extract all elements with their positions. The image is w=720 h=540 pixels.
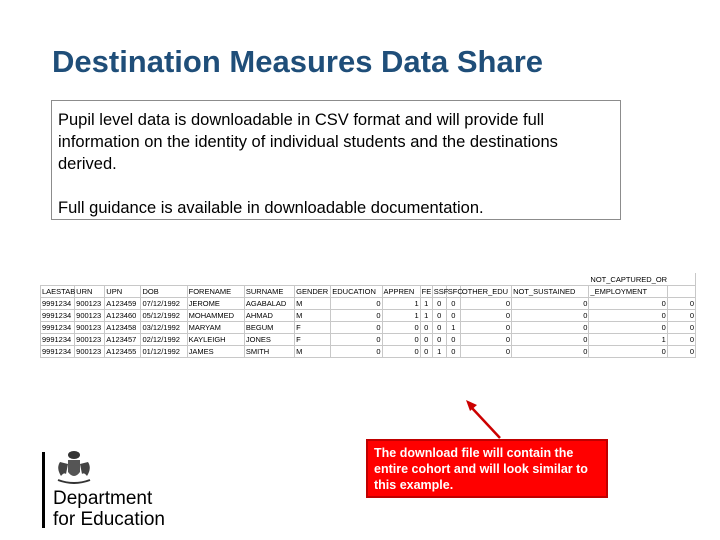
table-cell: AGABALAD	[244, 298, 294, 310]
table-cell: 0	[589, 298, 667, 310]
table-cell: 0	[589, 322, 667, 334]
table-cell: KAYLEIGH	[187, 334, 244, 346]
table-cell: 07/12/1992	[141, 298, 187, 310]
table-cell: 900123	[75, 310, 105, 322]
table-row	[41, 334, 696, 346]
table-cell: 0	[446, 298, 460, 310]
table-cell: A123457	[105, 334, 141, 346]
table-cell: 0	[512, 322, 589, 334]
table-cell: 0	[331, 322, 382, 334]
table-cell: 0	[589, 310, 667, 322]
header-cell: SSF	[433, 286, 449, 296]
table-row	[41, 310, 696, 322]
table-cell: M	[295, 298, 331, 310]
callout-box: The download file will contain the entire cohort and will look similar to this example.	[366, 439, 608, 498]
header-cell: APPREN	[382, 286, 420, 298]
header-cell: SURNAME	[244, 286, 294, 298]
table-cell: F	[295, 334, 331, 346]
table-cell: 0	[512, 334, 589, 346]
table-cell: 0	[331, 310, 382, 322]
table-cell: 0	[446, 334, 460, 346]
table-cell: BEGUM	[244, 322, 294, 334]
table-cell: 05/12/1992	[141, 310, 187, 322]
table-cell: 01/12/1992	[141, 346, 187, 358]
table-cell: M	[295, 310, 331, 322]
table-cell: 9991234	[41, 322, 75, 334]
header-cell: SFC	[447, 286, 463, 296]
table-cell: 900123	[75, 322, 105, 334]
column-note: NOT_CAPTURED_OR	[589, 274, 696, 286]
table-cell: AHMAD	[244, 310, 294, 322]
header-cell: FORENAME	[187, 286, 244, 298]
table-cell: JEROME	[187, 298, 244, 310]
table-cell: 0	[420, 346, 432, 358]
table-cell: 0	[667, 298, 695, 310]
table-cell: 0	[667, 310, 695, 322]
table-cell: 0	[420, 334, 432, 346]
table-cell: 0	[460, 346, 511, 358]
table-cell: 0	[420, 322, 432, 334]
sheet-header-row	[41, 286, 696, 298]
table-cell: 1	[420, 298, 432, 310]
table-cell: JAMES	[187, 346, 244, 358]
table-cell: MARYAM	[187, 322, 244, 334]
header-cell: NOT_SUSTAINED	[512, 286, 589, 298]
table-cell: 1	[382, 310, 420, 322]
slide-title: Destination Measures Data Share	[52, 44, 544, 79]
table-cell: 0	[667, 346, 695, 358]
logo-bar	[42, 452, 45, 528]
table-cell: 0	[512, 298, 589, 310]
logo-text	[53, 488, 165, 530]
table-cell: 0	[432, 322, 446, 334]
table-cell: 0	[331, 346, 382, 358]
table-cell: 0	[460, 298, 511, 310]
header-cell: URN	[75, 286, 105, 298]
table-cell: 1	[446, 322, 460, 334]
header-cell	[667, 286, 695, 298]
header-cell: FE	[421, 286, 432, 296]
table-cell: 900123	[75, 298, 105, 310]
table-cell: 0	[667, 334, 695, 346]
table-cell: 0	[460, 322, 511, 334]
table-cell: 9991234	[41, 298, 75, 310]
header-cell: OTHER_EDU	[460, 286, 511, 298]
table-cell: 9991234	[41, 334, 75, 346]
table-cell: 03/12/1992	[141, 322, 187, 334]
logo-text-line2: for Education	[53, 509, 165, 530]
logo-text-line1: Department	[53, 488, 153, 509]
info-paragraph-guidance: Full guidance is available in downloadable documentation.	[58, 199, 484, 217]
table-cell: 9991234	[41, 310, 75, 322]
table-cell: 0	[432, 298, 446, 310]
table-cell: 0	[446, 346, 460, 358]
table-cell: 9991234	[41, 346, 75, 358]
table-cell: 1	[382, 298, 420, 310]
table-cell: A123459	[105, 298, 141, 310]
royal-coat-of-arms-icon	[52, 450, 96, 486]
table-cell: A123458	[105, 322, 141, 334]
header-cell: GENDER	[295, 286, 331, 298]
table-cell: 1	[432, 346, 446, 358]
table-cell: 02/12/1992	[141, 334, 187, 346]
table-cell: A123455	[105, 346, 141, 358]
table-cell: 0	[512, 310, 589, 322]
table-cell: SMITH	[244, 346, 294, 358]
example-spreadsheet	[40, 273, 696, 358]
info-paragraph-csv: Pupil level data is downloadable in CSV format and will provide full information on the identity of individual students and the destinations derived.	[58, 111, 558, 173]
table-cell: 1	[420, 310, 432, 322]
table-cell: MOHAMMED	[187, 310, 244, 322]
table-cell: 900123	[75, 334, 105, 346]
sheet-note-row	[41, 274, 696, 286]
arrow-head	[466, 400, 477, 411]
table-cell: 0	[667, 322, 695, 334]
table-cell: 0	[460, 334, 511, 346]
header-cell: _EMPLOYMENT	[589, 286, 667, 298]
table-row	[41, 322, 696, 334]
table-cell: JONES	[244, 334, 294, 346]
table-cell: 0	[382, 334, 420, 346]
info-text-box	[51, 100, 621, 220]
table-cell: 0	[331, 334, 382, 346]
table-cell: 1	[589, 334, 667, 346]
table-cell: M	[295, 346, 331, 358]
table-cell: 0	[432, 334, 446, 346]
table-cell: F	[295, 322, 331, 334]
dfe-logo	[42, 450, 182, 530]
table-row	[41, 298, 696, 310]
table-cell: 0	[446, 310, 460, 322]
spreadsheet-table	[40, 273, 696, 358]
table-cell: 0	[382, 346, 420, 358]
table-cell: 0	[589, 346, 667, 358]
table-cell: 0	[382, 322, 420, 334]
header-cell: EDUCATION	[331, 286, 382, 298]
table-cell: 0	[460, 310, 511, 322]
table-cell: 900123	[75, 346, 105, 358]
table-cell: 0	[512, 346, 589, 358]
header-cell: DOB	[141, 286, 187, 298]
table-cell: 0	[432, 310, 446, 322]
header-cell: UPN	[105, 286, 141, 298]
table-cell: A123460	[105, 310, 141, 322]
header-cell: LAESTAB	[42, 286, 76, 296]
table-cell: 0	[331, 298, 382, 310]
table-row	[41, 346, 696, 358]
